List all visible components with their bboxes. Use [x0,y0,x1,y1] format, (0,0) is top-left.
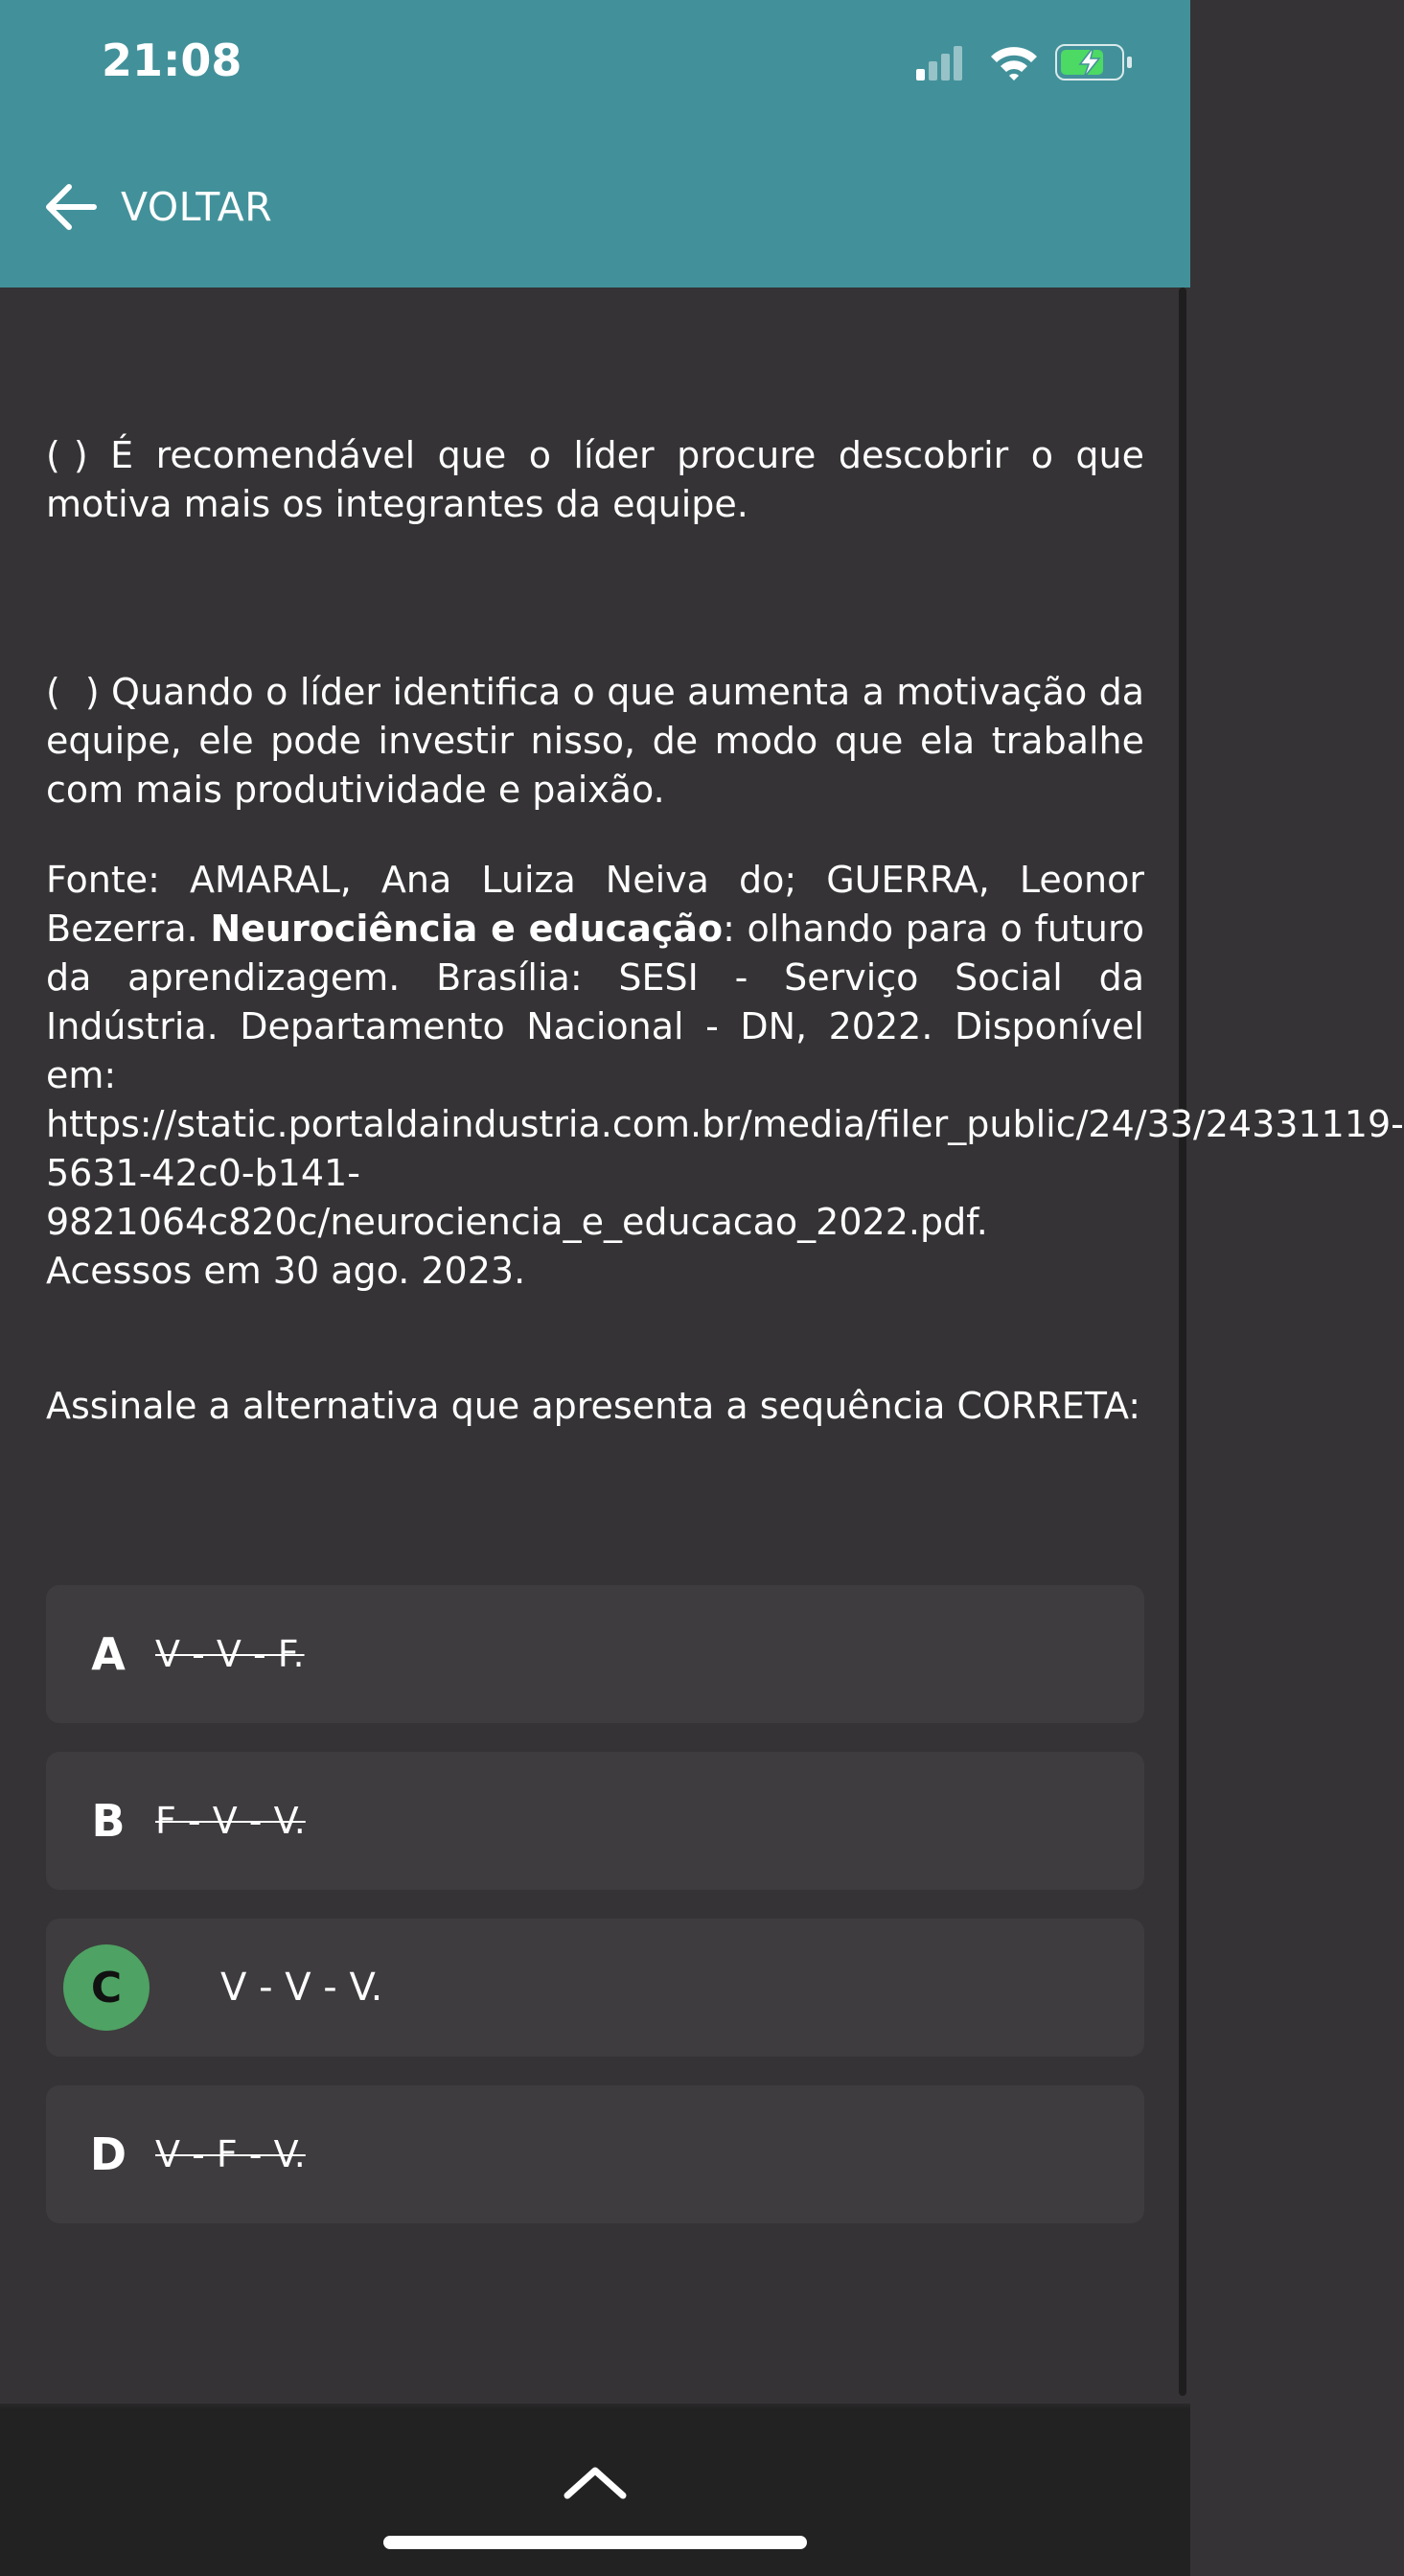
option-d-text: V - F - V. [155,2133,306,2175]
status-icons [916,42,1135,84]
option-d-letter: D [89,2128,127,2180]
option-a-text: V - V - F. [155,1633,305,1675]
option-c-text: V - V - V. [220,1966,383,2010]
option-c-selected-badge: C [63,1944,150,2031]
source-prefix: Fonte: AMARAL, Ana Luiza Neiva do; GUERRA, Leonor Bezerra. [46,859,1144,950]
option-b-text: F - V - V. [155,1800,306,1842]
arrow-left-icon [42,182,98,232]
source-citation [46,856,1404,1296]
source-suffix: : olhando para o futuro da aprendizagem. Brasília: SESI - Serviço Social da Indústria. Departamento Nacional - DN, 2022. Disponível em: https://static.portaldaindustria.com.br/media/filer_public/24/33/24331119-5631-42c0-b141-9821064c820c/neurociencia_e_educacao_2022.pdf. Acessos em 30 ago. 2023. [46,908,1404,1292]
statement-3: ( ) Quando o líder identifica o que aumenta a motivação da equipe, ele pode investir nisso, de modo que ela trabalhe com mais produtividade e paixão. [46,671,1144,811]
option-b-letter: B [91,1795,126,1847]
status-time: 21:08 [102,34,242,86]
scrollbar-thumb[interactable] [1179,288,1186,2396]
question-prompt: Assinale a alternativa que apresenta a sequência CORRETA: [46,1385,1141,1427]
battery-charging-icon [1056,45,1132,80]
home-indicator [383,2536,807,2549]
app-header [0,0,1190,288]
chevron-up-icon[interactable] [562,2459,629,2507]
cellular-signal-icon [916,46,962,80]
back-label: VOLTAR [121,184,273,230]
option-a-letter: A [91,1628,126,1680]
statement-2: ( ) É recomendável que o líder procure descobrir o que motiva mais os integrantes da equipe. [46,434,1144,525]
statement-3-text: Quando o líder identifica o que aumenta a motivação da equipe, ele pode investir nisso, de modo que ela trabalhe com mais produtividade e paixão. [46,671,1144,811]
option-d[interactable] [46,2085,1144,2223]
wifi-icon [991,47,1037,80]
back-button[interactable] [42,172,272,242]
option-c[interactable] [46,1919,1144,2057]
statement-2-text: É recomendável que o líder procure descobrir o que motiva mais os integrantes da equipe. [46,434,1144,525]
option-a[interactable] [46,1585,1144,1723]
scrollbar[interactable] [1175,288,1190,2405]
source-title: Neurociência e educação [210,908,724,950]
option-b[interactable] [46,1752,1144,1890]
